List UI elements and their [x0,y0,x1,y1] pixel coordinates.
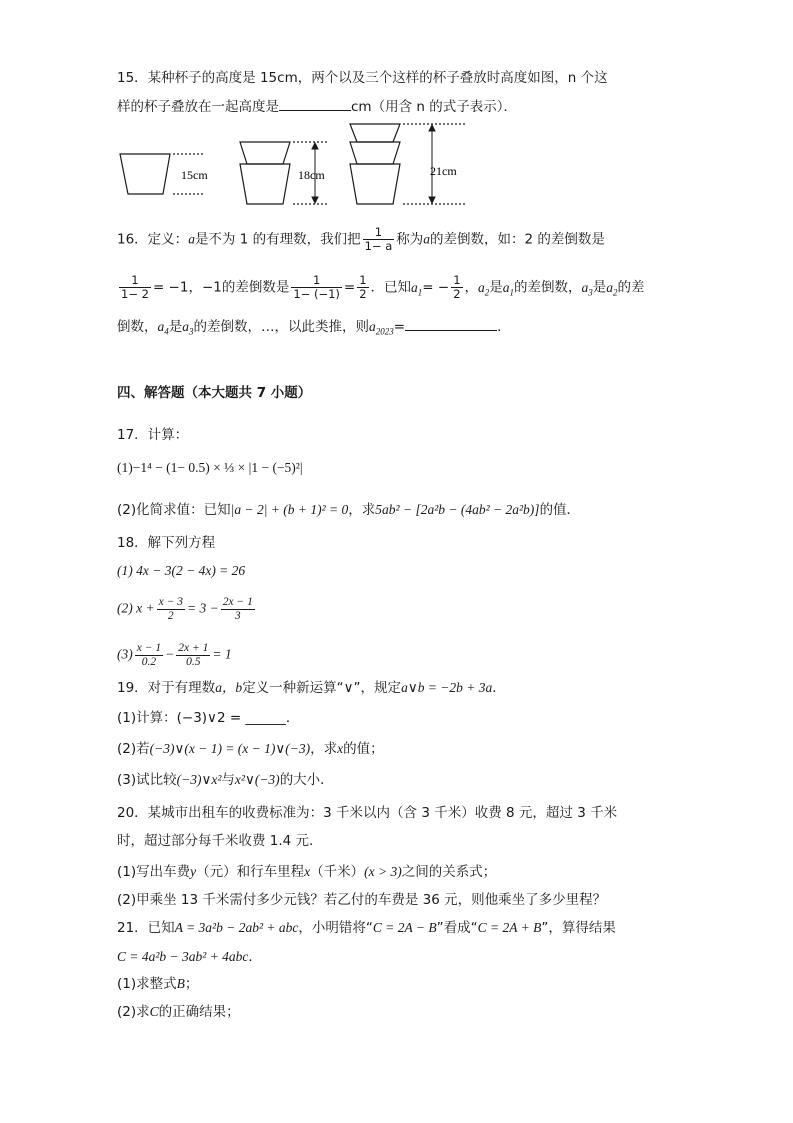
q18-part2 [117,596,257,623]
q16-fraction-1-over-1-minus-a: $\frac{1}{1- a}$ [364,225,393,253]
q16-a3: $a_3$ [182,319,194,337]
q21-text: ； [184,976,199,992]
q21-text: (1)求整式 [117,976,177,992]
q16-text: 的差倒数，…，以此类推，则 [193,319,369,335]
q19-var-x: x [337,741,344,756]
section-heading: 四、解答题（本大题共 7 小题） [117,385,312,401]
q18-part3 [117,642,232,669]
q16-line1 [117,226,605,253]
q18-text: = 1 [212,646,232,662]
q21-text: (2)求 [117,1004,150,1020]
q16-text: 的差倒数，如：2 的差倒数是 [430,231,605,248]
q20-condition: (x > 3) [364,864,402,879]
q19-vars: a，b [215,680,243,695]
q21-text: 的正确结果； [158,1004,240,1020]
q16-text: 是 [489,279,503,296]
q18-fraction: $\frac{x - 1}{0.2}$ [136,642,162,668]
q21-text: ”看成“ [436,920,478,936]
q20-line1: 20．某城市出租车的收费标准为：3 千米以内（含 3 千米）收费 8 元，超过 3 千米 [117,805,618,821]
q19-text: 定义一种新运算“∨”，规定 [242,680,402,696]
q16-line3 [117,316,511,342]
q19-text: 的值； [343,741,384,757]
q16-fraction-half: $\frac{1}{2}$ [359,273,367,301]
q16-text: 是 [168,319,183,335]
q20-line2: 时，超过部分每千米收费 1.4 元． [117,833,323,849]
q21-var-B: B [176,976,185,991]
q17-title: 17．计算： [117,427,189,443]
q18-fraction: $\frac{2x - 1}{3}$ [222,596,253,622]
label-21cm: 21cm [430,164,457,178]
cup-three-top [350,124,400,142]
q18-fraction: $\frac{x - 3}{2}$ [158,596,183,622]
q20-text: （千米） [310,864,365,880]
q19-text: ． [492,680,506,696]
cup-two-top [240,142,290,164]
q19-text: 19．对于有理数 [117,680,216,696]
cup-three-mid [350,142,400,164]
q20-var-x: x [304,864,311,879]
q16-fraction-1-over-1-minus-neg1: $\frac{1}{1- (-1)}$ [293,273,340,301]
cup-two-bottom [240,164,290,204]
q18-text: = 3 − [186,600,219,616]
q15-line2 [117,96,517,117]
label-18cm: 18cm [298,168,325,182]
q18-text: − [165,646,175,662]
q15-line1: 15．某种杯子的高度是 15cm，两个以及三个这样的杯子叠放时高度如图，n 个这 [117,70,608,86]
q19-part3 [117,770,334,790]
q20-text: (1)写出车费 [117,864,191,880]
q19-text: (3)试比较 [117,772,177,788]
cup-single [120,154,170,194]
q21-line2 [117,947,262,967]
q16-text: = − [422,279,450,296]
q16-text: 倒数， [117,319,158,335]
q21-result: C = 4a²b − 3ab² + 4abc [117,949,249,964]
q16-a2: $a_2$ [478,279,490,298]
q16-fraction-half-b: $\frac{1}{2}$ [453,273,461,301]
q19-expr: x²∨(−3) [234,772,280,787]
q16-text: = [393,319,406,335]
cup-three-bottom [350,164,400,204]
q21-text: ． [248,949,262,965]
q19-equation: (−3)∨(x − 1) = (x − 1)∨(−3) [149,741,311,756]
q20-text: 之间的关系式； [401,864,497,880]
q20-part2: (2)甲乘坐 13 千米需付多少元钱？若乙付的车费是 36 元，则他乘坐了多少里程？ [117,892,607,908]
q16-a1: $a_1$ [411,279,423,298]
q21-wrong-formula: C = 2A + B [477,920,542,935]
q15-answer-blank [279,96,351,111]
q21-correct-formula: C = 2A − B [372,920,437,935]
q16-var-a: a [188,231,195,247]
q16-a1: $a_1$ [502,279,515,298]
q16-a2023: $a_{2023}$ [369,319,394,337]
q21-expr-A: A = 3a²b − 2ab² + abc [174,920,299,935]
q16-text: 称为 [396,231,424,248]
q16-fraction-1-over-1-minus-2: $\frac{1}{1- 2}$ [121,273,149,301]
q16-text: = [343,279,356,296]
q17-expression: 5ab² − [2a²b − (4ab² − 2a²b)] [375,502,540,517]
q19-part2 [117,739,384,759]
q16-text: ， [464,279,479,296]
q21-var-C: C [149,1004,159,1019]
label-15cm: 15cm [181,168,208,182]
q17-text: 的值． [539,502,581,518]
q18-fraction: $\frac{2x + 1}{0.5}$ [178,642,209,668]
q16-text: 16．定义： [117,231,189,248]
q19-definition: a∨b = −2b + 3a [401,680,493,695]
q16-text: 是不为 1 的有理数，我们把 [194,231,361,248]
q16-text: ．已知 [370,279,412,296]
q17-condition: |a − 2| + (b + 1)² = 0 [230,502,349,517]
q17-part2 [117,500,580,520]
q16-text: 的差 [617,279,645,296]
q16-text: 的差倒数， [514,279,582,296]
q18-title: 18．解下列方程 [117,535,216,551]
q21-part2 [117,1002,240,1022]
q20-var-y: y [190,864,197,879]
q16-a2: $a_2$ [606,279,618,298]
q15-line2-text-b: cm（用含 n 的式子表示）． [351,99,517,115]
q18-text: (3) [117,646,133,662]
q19-text: 的大小． [279,772,334,788]
q18-part1: (1) 4x − 3(2 − 4x) = 26 [117,563,246,578]
q17-text: ，求 [348,502,376,518]
q21-text: ”，算得结果 [541,920,616,936]
q17-text: (2)化简求值：已知 [117,502,231,518]
q16-a3: $a_3$ [581,279,593,298]
q21-text: ，小明错将“ [298,920,373,936]
q19-expr: (−3)∨x² [176,772,222,787]
q21-part1 [117,974,198,994]
q21-line1 [117,918,616,938]
q21-text: 21．已知 [117,920,175,936]
q16-line2 [117,274,645,302]
q18-text: (2) x + [117,600,155,616]
q16-var-a: a [423,231,431,247]
q19-line1 [117,678,506,698]
q16-text: = −1，−1的差倒数是 [152,279,290,296]
q20-text: （元）和行车里程 [196,864,305,880]
q16-text: ． [497,319,511,335]
q17-part1: (1)−1⁴ − (1− 0.5) × ⅓ × |1 − (−5)²| [117,460,303,475]
q19-part1: (1)计算：(−3)∨2 = ______． [117,710,300,726]
q15-line2-text-a: 样的杯子叠放在一起高度是 [117,99,279,115]
q16-a4: $a_4$ [157,319,169,337]
stacked-cups-figure [117,118,477,214]
q16-text: 是 [592,279,607,296]
q19-text: 与 [221,772,235,788]
q19-text: (2)若 [117,741,150,757]
q20-part1 [117,862,496,882]
q19-text: ，求 [310,741,338,757]
q16-answer-blank [405,316,497,331]
